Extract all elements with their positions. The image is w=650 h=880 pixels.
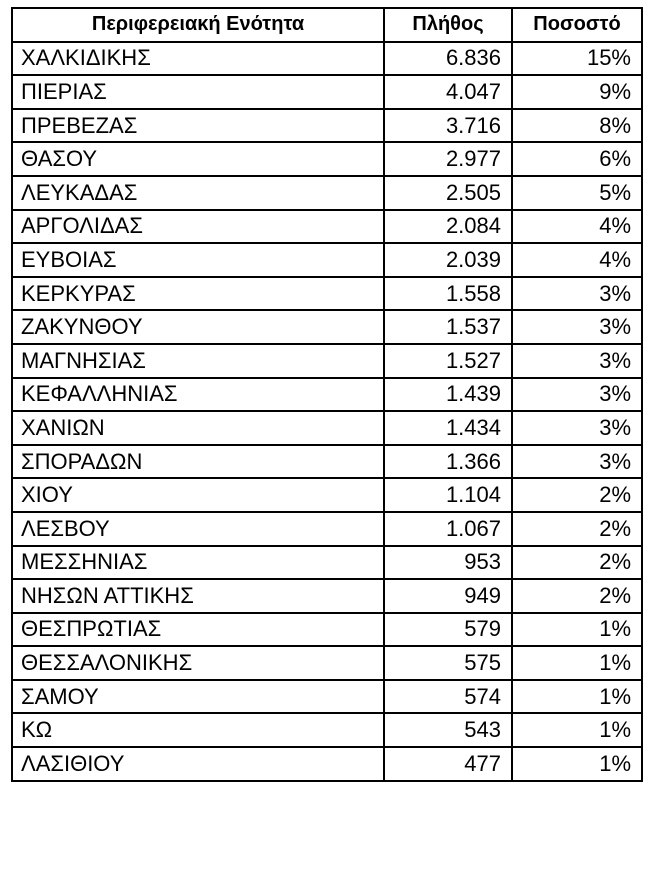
count-cell: 4.047: [384, 75, 512, 109]
percentage-cell: 1%: [512, 713, 642, 747]
percentage-cell: 2%: [512, 546, 642, 580]
region-cell: ΕΥΒΟΙΑΣ: [12, 243, 384, 277]
table-body: [12, 42, 642, 781]
table-row: [12, 411, 642, 445]
table-row: [12, 310, 642, 344]
region-cell: ΑΡΓΟΛΙΔΑΣ: [12, 210, 384, 244]
count-cell: 2.084: [384, 210, 512, 244]
data-table: [11, 7, 643, 782]
percentage-cell: 3%: [512, 344, 642, 378]
table-row: [12, 579, 642, 613]
table-row: [12, 680, 642, 714]
region-cell: ΖΑΚΥΝΘΟΥ: [12, 310, 384, 344]
count-cell: 1.104: [384, 478, 512, 512]
region-cell: ΘΕΣΣΑΛΟΝΙΚΗΣ: [12, 646, 384, 680]
region-cell: ΧΑΛΚΙΔΙΚΗΣ: [12, 42, 384, 76]
header-row: [12, 8, 642, 42]
count-cell: 575: [384, 646, 512, 680]
percentage-cell: 2%: [512, 579, 642, 613]
percentage-cell: 5%: [512, 176, 642, 210]
percentage-cell: 3%: [512, 277, 642, 311]
count-cell: 953: [384, 546, 512, 580]
region-cell: ΠΡΕΒΕΖΑΣ: [12, 109, 384, 143]
count-cell: 3.716: [384, 109, 512, 143]
region-cell: ΜΑΓΝΗΣΙΑΣ: [12, 344, 384, 378]
count-cell: 949: [384, 579, 512, 613]
count-cell: 477: [384, 747, 512, 781]
percentage-cell: 3%: [512, 310, 642, 344]
table-row: [12, 75, 642, 109]
region-cell: ΚΕΡΚΥΡΑΣ: [12, 277, 384, 311]
count-cell: 543: [384, 713, 512, 747]
table-row: [12, 378, 642, 412]
region-cell: ΘΕΣΠΡΩΤΙΑΣ: [12, 613, 384, 647]
region-cell: ΣΑΜΟΥ: [12, 680, 384, 714]
region-cell: ΛΕΥΚΑΔΑΣ: [12, 176, 384, 210]
count-cell: 574: [384, 680, 512, 714]
percentage-cell: 9%: [512, 75, 642, 109]
count-cell: 2.505: [384, 176, 512, 210]
table-row: [12, 613, 642, 647]
percentage-cell: 1%: [512, 747, 642, 781]
percentage-cell: 2%: [512, 478, 642, 512]
region-cell: ΧΑΝΙΩΝ: [12, 411, 384, 445]
percentage-cell: 3%: [512, 445, 642, 479]
table-row: [12, 344, 642, 378]
count-cell: 2.039: [384, 243, 512, 277]
table-row: [12, 713, 642, 747]
region-cell: ΛΕΣΒΟΥ: [12, 512, 384, 546]
region-cell: ΚΕΦΑΛΛΗΝΙΑΣ: [12, 378, 384, 412]
header-region: Περιφερειακή Ενότητα: [12, 8, 384, 42]
table-row: [12, 546, 642, 580]
count-cell: 1.527: [384, 344, 512, 378]
header-percentage: Ποσοστό: [512, 8, 642, 42]
percentage-cell: 1%: [512, 613, 642, 647]
header-count: Πλήθος: [384, 8, 512, 42]
table-row: [12, 210, 642, 244]
table-row: [12, 478, 642, 512]
count-cell: 6.836: [384, 42, 512, 76]
count-cell: 579: [384, 613, 512, 647]
table-row: [12, 747, 642, 781]
region-cell: ΠΙΕΡΙΑΣ: [12, 75, 384, 109]
count-cell: 1.434: [384, 411, 512, 445]
percentage-cell: 4%: [512, 210, 642, 244]
region-cell: ΝΗΣΩΝ ΑΤΤΙΚΗΣ: [12, 579, 384, 613]
table-row: [12, 109, 642, 143]
percentage-cell: 2%: [512, 512, 642, 546]
region-cell: ΜΕΣΣΗΝΙΑΣ: [12, 546, 384, 580]
region-cell: ΧΙΟΥ: [12, 478, 384, 512]
count-cell: 1.537: [384, 310, 512, 344]
percentage-cell: 6%: [512, 142, 642, 176]
region-cell: ΣΠΟΡΑΔΩΝ: [12, 445, 384, 479]
region-cell: ΛΑΣΙΘΙΟΥ: [12, 747, 384, 781]
table-row: [12, 445, 642, 479]
percentage-cell: 4%: [512, 243, 642, 277]
region-cell: ΘΑΣΟΥ: [12, 142, 384, 176]
percentage-cell: 15%: [512, 42, 642, 76]
count-cell: 1.366: [384, 445, 512, 479]
region-cell: ΚΩ: [12, 713, 384, 747]
percentage-cell: 1%: [512, 680, 642, 714]
table-row: [12, 142, 642, 176]
count-cell: 1.067: [384, 512, 512, 546]
table-row: [12, 646, 642, 680]
table-row: [12, 42, 642, 76]
percentage-cell: 8%: [512, 109, 642, 143]
count-cell: 1.439: [384, 378, 512, 412]
percentage-cell: 1%: [512, 646, 642, 680]
percentage-cell: 3%: [512, 378, 642, 412]
percentage-cell: 3%: [512, 411, 642, 445]
table-row: [12, 277, 642, 311]
count-cell: 1.558: [384, 277, 512, 311]
table-row: [12, 243, 642, 277]
table-row: [12, 176, 642, 210]
table-row: [12, 512, 642, 546]
count-cell: 2.977: [384, 142, 512, 176]
